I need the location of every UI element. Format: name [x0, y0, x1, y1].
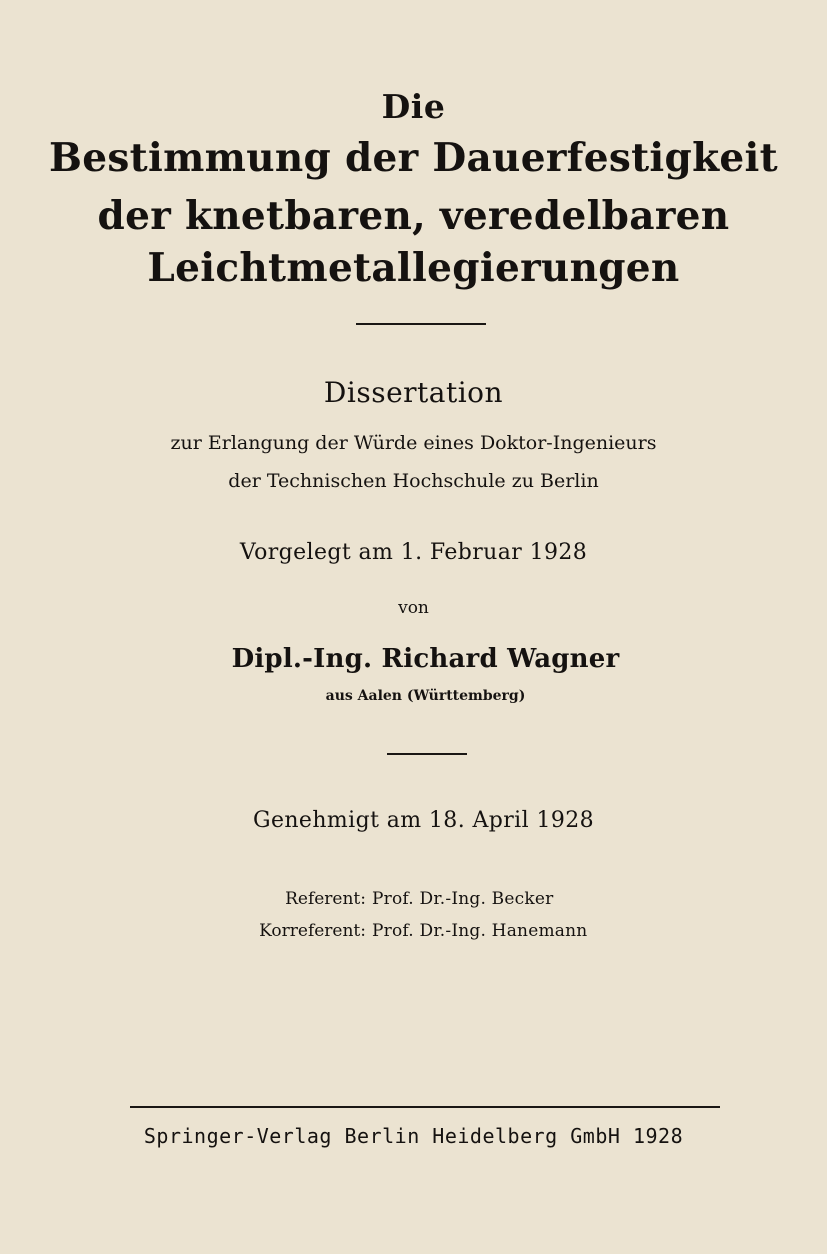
approval-date: Genehmigt am 18. April 1928 [252, 808, 595, 833]
co-referee-label: Korreferent: [259, 921, 366, 941]
referee-label: Referent: [285, 889, 366, 909]
author-name: Dipl.-Ing. Richard Wagner [231, 644, 620, 674]
title-line-4: Leichtmetallegierungen [147, 245, 680, 291]
divider-rule-middle [387, 753, 467, 755]
title-line-die: Die [381, 87, 446, 126]
dissertation-purpose-line-2: der Technischen Hochschule zu Berlin [228, 470, 599, 492]
title-line-3: der knetbaren, veredelbaren [97, 193, 730, 239]
divider-rule-top [356, 323, 486, 325]
divider-rule-bottom [130, 1106, 720, 1108]
referee-name: Prof. Dr.-Ing. Becker [372, 889, 554, 909]
co-referee-name: Prof. Dr.-Ing. Hanemann [372, 921, 588, 941]
publisher-imprint: Springer-Verlag Berlin Heidelberg GmbH 1928 [143, 1124, 684, 1148]
by-label: von [398, 598, 429, 618]
submission-date: Vorgelegt am 1. Februar 1928 [239, 540, 588, 565]
dissertation-purpose-line-1: zur Erlangung der Würde eines Doktor-Ingenieurs [170, 432, 657, 454]
title-line-2: Bestimmung der Dauerfestigkeit [49, 135, 778, 181]
author-origin: aus Aalen (Württemberg) [325, 688, 526, 704]
dissertation-heading: Dissertation [323, 376, 504, 409]
